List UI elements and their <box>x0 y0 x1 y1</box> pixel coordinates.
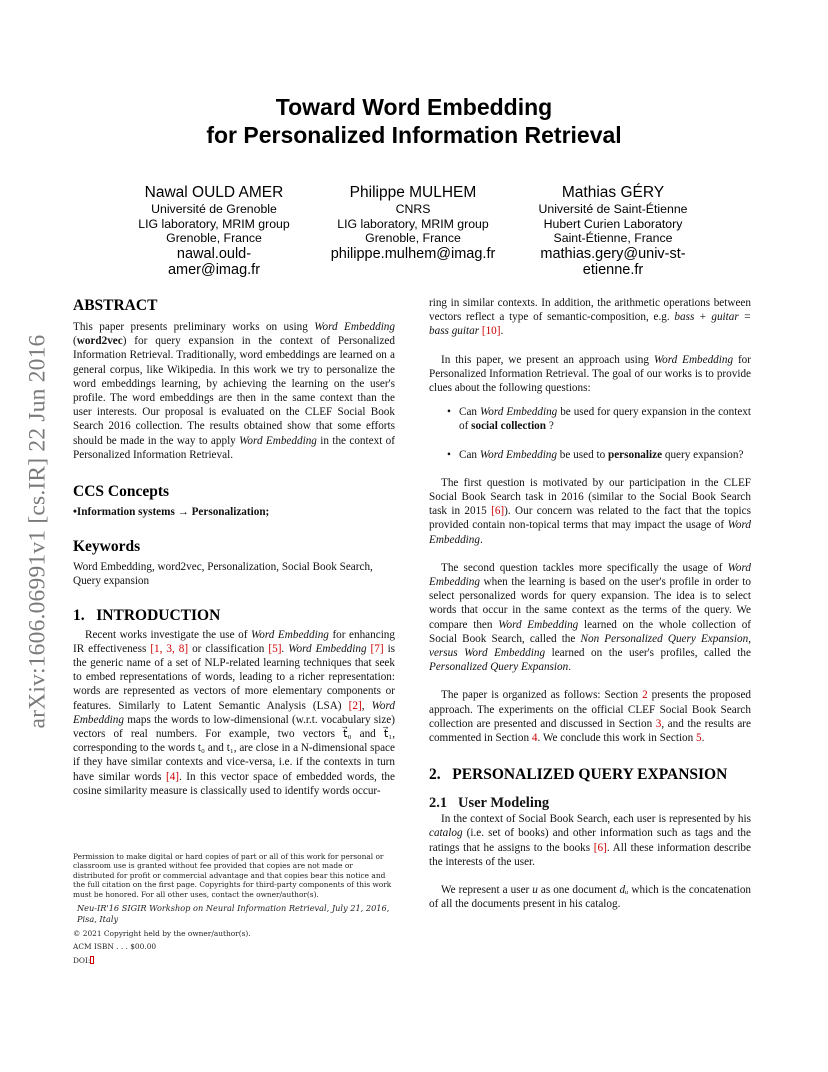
author-block <box>518 183 708 279</box>
author-location: Grenoble, France <box>166 231 262 245</box>
title-line-2: for Personalized Information Retrieval <box>206 122 622 148</box>
author-block <box>318 183 508 262</box>
author-affiliation: LIG laboratory, MRIM group <box>337 216 489 231</box>
author-email[interactable]: philippe.mulhem@imag.fr <box>330 245 496 262</box>
author-email[interactable]: mathias.gery@univ-st- <box>540 245 686 262</box>
author-name: Philippe MULHEM <box>349 184 477 201</box>
paragraph: We represent a user u as one document dᵤ which is the concatenation of all the documents present in his catalog. <box>429 884 752 911</box>
venue-notice: Neu-IR'16 SIGIR Workshop on Neural Information Retrieval, July 21, 2016, Pisa, Italy <box>77 903 390 925</box>
citation-link[interactable]: [6] <box>593 841 607 854</box>
abstract-text: This paper presents preliminary works on using Word Embedding (word2vec) for query expansion in the context of Personalized Information Retrieval. Traditionally, word embeddings are learned on a general corpus, like Wikipedia. In this work we try to personalize the word embeddings learning, by achieving the learning on the user's profile. The word embeddings are then in the same context than the user interests. Our proposal is evaluated on the CLEF Social Book Search 2016 collection. The results obtained show that some efforts should be made in the way to apply Word Embedding in the context of Personalized Information Retrieval. <box>73 321 395 461</box>
citation-link[interactable]: [2] <box>348 699 362 712</box>
question-list <box>429 405 751 462</box>
introduction-heading: 1. INTRODUCTION <box>73 606 221 624</box>
isbn-line: ACM ISBN . . . $00.00 <box>73 942 157 952</box>
section-2-heading: 2. PERSONALIZED QUERY EXPANSION <box>429 766 728 784</box>
paragraph: The first question is motivated by our participation in the CLEF Social Book Search task in 2016 (similar to the Social Book Search task in 2015 [6]). Our concern was related to the fact that the topics provided contain non-topical terms that may impact the usage of Word Embedding. <box>429 476 751 546</box>
author-affiliation: CNRS <box>395 202 431 216</box>
ccs-concept: •Information systems → Personalization; <box>73 506 270 519</box>
citation-link[interactable]: [4] <box>165 770 180 783</box>
doi-line: DOI: <box>73 956 395 965</box>
keywords-heading: Keywords <box>73 538 141 556</box>
list-item: • Can Word Embedding be used to personalize query expansion? <box>447 448 751 462</box>
arxiv-identifier <box>18 296 58 766</box>
section-link[interactable]: 5 <box>696 732 702 745</box>
author-affiliation: Hubert Curien Laboratory <box>543 216 683 231</box>
title-line-1: Toward Word Embedding <box>275 94 553 120</box>
author-name: Nawal OULD AMER <box>144 184 284 201</box>
keywords-text: Word Embedding, word2vec, Personalization, Social Book Search, Query expansion <box>73 561 373 588</box>
ccs-heading: CCS Concepts <box>73 483 170 501</box>
copyright-line: © 2021 Copyright held by the owner/author(s). <box>73 929 251 939</box>
abstract-heading: ABSTRACT <box>73 297 158 314</box>
author-email[interactable]: nawal.ould- <box>176 245 252 262</box>
copyright-footnote <box>73 852 395 965</box>
section-link[interactable]: 4 <box>531 732 538 745</box>
section-2-1-heading: 2.1 User Modeling <box>429 795 550 812</box>
author-block <box>126 183 302 279</box>
introduction-text: Recent works investigate the use of Word Embedding for enhancing IR effectiveness [1, 3, 8] or classification [5]. Word Embedding [7] is the generic name of a set of NLP-related learning techniques that seek to embed representations of words, leading to a richer representation: words are represented as vectors of more elementary components or features. Similarly to Latent Semantic Analysis (LSA) [2], Word Embedding maps the words to low-dimensional (w.r.t. vocabulary size) vectors of real numbers. For example, two vectors t⃗₀ and t⃗₁, corresponding to the words t₀ and t₁, are close in a N-dimensional space if they have similar contexts and vice-versa, i.e. if the contexts in turn have similar words [4]. In this vector space of embedded words, the cosine similarity measure is classically used to identify words occur- <box>73 628 396 797</box>
citation-link[interactable]: [5] <box>268 642 282 655</box>
author-email[interactable]: etienne.fr <box>582 262 644 278</box>
section-link[interactable]: 3 <box>655 717 662 730</box>
citation-link[interactable]: [10] <box>481 325 501 338</box>
right-column <box>429 296 751 912</box>
author-affiliation: Université de Saint-Étienne <box>538 202 688 216</box>
author-location: Saint-Étienne, France <box>553 231 673 245</box>
author-affiliation: Université de Grenoble <box>151 202 277 216</box>
paragraph: ring in similar contexts. In addition, the arithmetic operations between vectors reflect a type of semantic-composition, e.g. bass + guitar = bass guitar [10]. <box>429 297 751 338</box>
paper-title <box>0 93 828 149</box>
author-email[interactable]: amer@imag.fr <box>167 262 261 278</box>
left-column <box>73 296 395 798</box>
citation-link[interactable]: [6] <box>491 505 505 518</box>
doi-link-box[interactable] <box>90 956 94 964</box>
section-link[interactable]: 2 <box>642 689 648 702</box>
paragraph: In this paper, we present an approach using Word Embedding for Personalized Information Retrieval. The goal of our works is to provide clues about the following questions: <box>429 353 751 395</box>
author-location: Grenoble, France <box>365 231 461 245</box>
permission-notice: Permission to make digital or hard copies of part or all of this work for personal or classroom use is granted without fee provided that copies are not made or distributed for profit or commercial advantage and that copies bear this notice and the full citation on the first page. Copyrights for third-party components of this work must be honored. For all other uses, contact the owner/author(s). <box>73 852 392 899</box>
citation-link[interactable]: [1, 3, 8] <box>150 642 189 655</box>
arxiv-id-text: arXiv:1606.06991v1 [cs.IR] 22 Jun 2016 <box>24 333 51 729</box>
author-affiliation: LIG laboratory, MRIM group <box>138 216 290 231</box>
paragraph: The paper is organized as follows: Section 2 presents the proposed approach. The experiments on the official CLEF Social Book Search collection are presented and discussed in Section 3, and the results are commented in Section 4. We conclude this work in Section 5. <box>429 689 752 745</box>
paragraph: In the context of Social Book Search, each user is represented by his catalog (i.e. set of books) and other information such as tags and the ratings that he assigns to the books [6]. All these information describe the interests of the user. <box>429 813 751 868</box>
author-name: Mathias GÉRY <box>561 184 665 201</box>
list-item: • Can Word Embedding be used for query expansion in the context of social collection ? <box>447 405 751 433</box>
citation-link[interactable]: [7] <box>370 642 384 655</box>
paragraph: The second question tackles more specifically the usage of Word Embedding when the learning is based on the user's profile in order to select personalized words for query expansion. The idea is to select words that occur in the same context as the terms of the query. We compare then Word Embedding learned on the whole collection of Social Book Search, called the Non Personalized Query Expansion, versus Word Embedding learned on the user's profiles, called the Personalized Query Expansion. <box>429 561 752 674</box>
